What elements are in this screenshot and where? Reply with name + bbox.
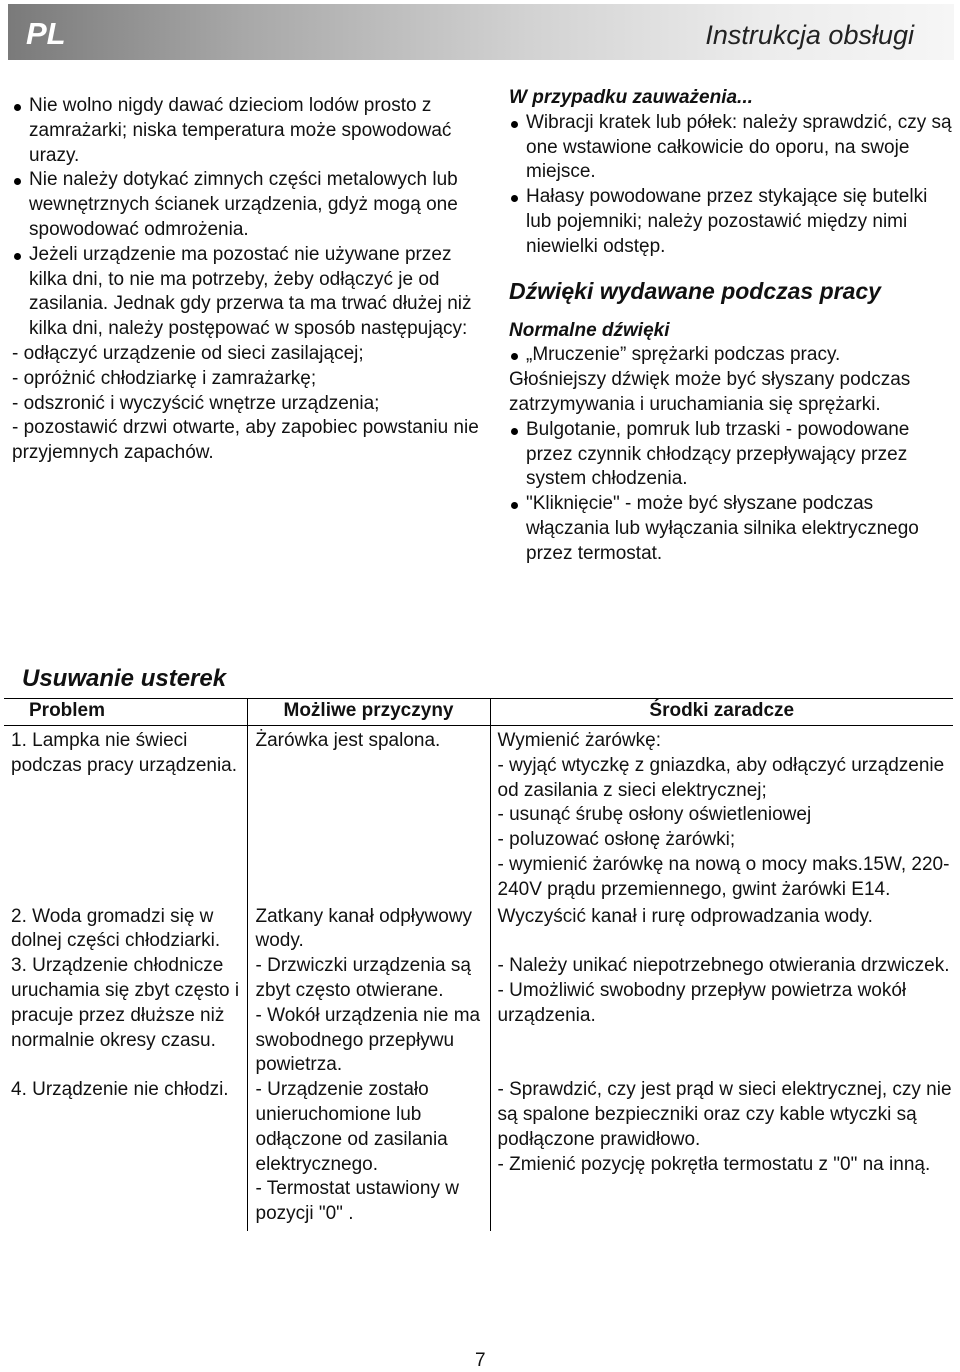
- warning-ice-cream: Nie wolno nigdy dawać dzieciom lodów prosto z zamrażarki; niska temperatura może spowodować urazy.: [12, 94, 487, 168]
- table-row: [4, 905, 953, 955]
- remedy-cell: - Należy unikać niepotrzebnego otwierania drzwiczek. - Umożliwić swobodny przepływ powietrza wokół urządzenia.: [490, 954, 953, 1078]
- troubleshooting-table: [4, 698, 953, 1231]
- problem-cell: 3. Urządzenie chłodnicze uruchamia się zbyt często i pracuje przez dłuższe niż normalnie okresy czasu.: [11, 955, 240, 1051]
- notice-heading: W przypadku zauważenia...: [509, 87, 753, 108]
- sound-gurgling: Bulgotanie, pomruk lub trzaski - powodowane przez czynnik chłodzący przepływający przez system chłodzenia.: [509, 418, 954, 492]
- step-leave-open: - pozostawić drzwi otwarte, aby zapobiec powstaniu nie przyjemnych zapachów.: [12, 417, 479, 464]
- header-remedies: Środki zaradcze: [490, 699, 953, 726]
- table-header-row: [4, 699, 953, 726]
- normal-sounds-heading: Normalne dźwięki: [509, 319, 670, 341]
- problem-cell: 4. Urządzenie nie chłodzi.: [11, 1079, 229, 1101]
- step-defrost: - odszronić i wyczyścić wnętrze urządzenia;: [12, 392, 380, 414]
- notice-noises: Hałasy powodowane przez stykające się butelki lub pojemniki; należy pozostawić między nimi niewielki odstęp.: [509, 185, 954, 259]
- problem-cell: 2. Woda gromadzi się w dolnej części chłodziarki.: [11, 905, 221, 952]
- cause-cell: Żarówka jest spalona.: [247, 726, 490, 905]
- warning-unused: Jeżeli urządzenie ma pozostać nie używane przez kilka dni, to nie ma potrzeby, żeby odłączyć je od zasilania. Jednak gdy przerwa ta ma trwać dłużej niż kilka dni, należy postępować w sposób następujący:: [12, 243, 487, 342]
- sound-humming: „Mruczenie” sprężarki podczas pracy.: [509, 343, 954, 368]
- cause-cell: - Drzwiczki urządzenia są zbyt często otwierane. - Wokół urządzenia nie ma swobodnego przepływu powietrza.: [247, 954, 490, 1078]
- table-row: [4, 954, 953, 1078]
- table-row: [4, 726, 953, 905]
- sound-click: "Kliknięcie" - może być słyszane podczas włączania lub wyłączania silnika elektrycznego przez termostat.: [509, 492, 954, 566]
- language-code: PL: [26, 16, 66, 51]
- step-unplug: - odłączyć urządzenie od sieci zasilającej;: [12, 342, 364, 364]
- remedy-cell: Wyczyścić kanał i rurę odprowadzania wody.: [490, 905, 953, 955]
- sounds-title: Dźwięki wydawane podczas pracy: [509, 277, 881, 304]
- page-header: [8, 4, 954, 60]
- manual-title: Instrukcja obsługi: [705, 20, 914, 50]
- warning-cold-parts: Nie należy dotykać zimnych części metalowych lub wewnętrznych ścianek urządzenia, gdyż mogą one spowodować odmrożenia.: [12, 168, 487, 242]
- remedy-cell: - Sprawdzić, czy jest prąd w sieci elektrycznej, czy nie są spalone bezpieczniki oraz czy kable wtyczki są podłączone prawidłowo. - Zmienić pozycję pokrętła termostatu z "0" na inną.: [490, 1078, 953, 1231]
- left-column: [12, 94, 487, 466]
- header-problem: Problem: [4, 699, 247, 726]
- cause-cell: Zatkany kanał odpływowy wody.: [247, 905, 490, 955]
- header-causes: Możliwe przyczyny: [247, 699, 490, 726]
- troubleshooting-title: Usuwanie usterek: [22, 665, 227, 692]
- right-column: [509, 86, 954, 567]
- sound-humming-cont: Głośniejszy dźwięk może być słyszany podczas zatrzymywania i uruchamiania się sprężarki.: [509, 369, 911, 415]
- step-empty: - opróżnić chłodziarkę i zamrażarkę;: [12, 367, 317, 389]
- problem-cell: 1. Lampka nie świeci podczas pracy urządzenia.: [11, 730, 238, 776]
- table-row: [4, 1078, 953, 1231]
- page-number: 7: [475, 1350, 486, 1371]
- notice-vibrations: Wibracji kratek lub półek: należy sprawdzić, czy są one wstawione całkowicie do oporu, na swoje miejsce.: [509, 111, 954, 185]
- remedy-cell: Wymienić żarówkę: - wyjąć wtyczkę z gniazdka, aby odłączyć urządzenie od zasilania z sieci elektrycznej; - usunąć śrubę osłony oświetleniowej - poluzować osłonę żarówki; - wymienić żarówkę na nową o mocy maks.15W, 220-240V prądu przemiennego, gwint żarówki E14.: [490, 726, 953, 905]
- cause-cell: - Urządzenie zostało unieruchomione lub odłączone od zasilania elektrycznego. - Termostat ustawiony w pozycji "0" .: [247, 1078, 490, 1231]
